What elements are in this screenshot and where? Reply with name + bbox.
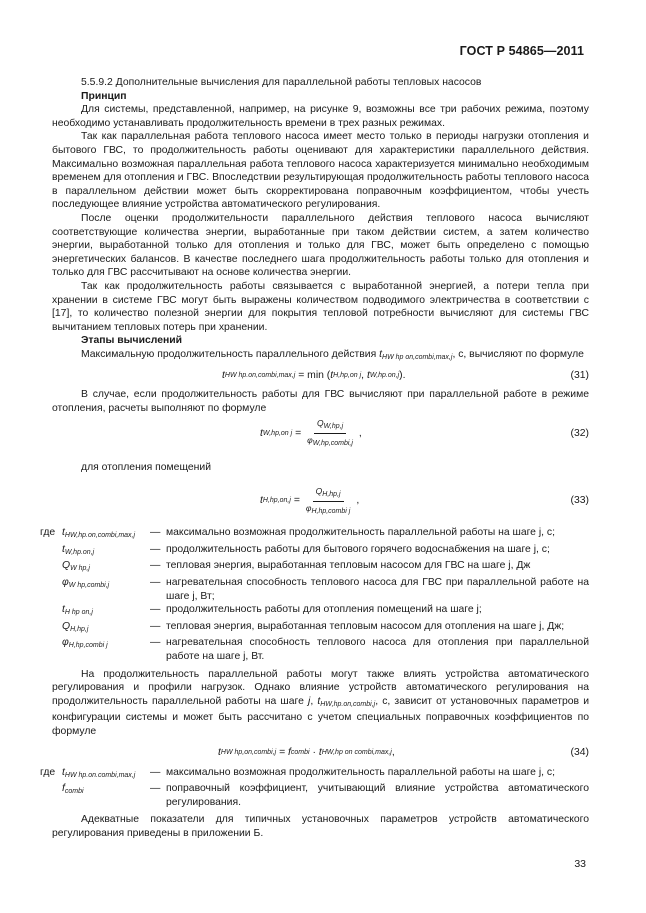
f33-den: φ [305, 502, 312, 513]
f33-fraction [303, 486, 353, 517]
def1-sub-6: H,hp,combi j [68, 642, 108, 650]
def1-text-3: нагревательная способность теплового насоса для ГВС при параллельной работе на шаге j, Вт; [166, 577, 589, 602]
influence-t-symbol: t [317, 695, 321, 707]
formula-34 [52, 745, 589, 761]
f32-num: Q [316, 418, 324, 429]
paragraph-max-duration [52, 348, 589, 365]
f32-den-sub: W,hp,combi,j [312, 440, 353, 448]
def1-dash-3: — [150, 577, 161, 589]
f34-tail: , [391, 746, 395, 758]
definition-row [40, 576, 589, 603]
f31-eq: = min ( [298, 369, 331, 381]
def2-sym-0: t [62, 766, 65, 778]
f33-tail: , [356, 495, 360, 507]
def1-sym-4: t [62, 604, 65, 616]
def2-dash-0: — [150, 766, 161, 778]
formula-34-number: (34) [570, 746, 589, 758]
paragraph-4: Так как продолжительность работы связывается с выработанной энергией, а потери тепла при хранении в системе ГВС могут быть выражены количеством подводимого электричества в соответствии с [17], то количество полезной энергии для покрытия тепловой потребности вычисляют для системы ГВС вычитанием тепловых потерь при хранении. [52, 280, 589, 333]
def1-sub-0: HW,hp.on,combi,max,j [64, 532, 136, 540]
paragraph-dhw: В случае, если продолжительность работы для ГВС вычисляют при параллельной работе в режиме отопления, расчеты выполняют по формуле [52, 389, 589, 415]
definition-row [40, 766, 589, 783]
definition-row [40, 620, 589, 637]
where-label: где [40, 766, 56, 778]
f31-t2-sub: W,hp.on,j [369, 371, 400, 379]
influence-text-a: На продолжительность параллельной работы могут также влиять устройства автоматического регулирования и профили нагрузок. Однако влияние устройств автоматического регулирования на продолжительность параллельной работы на шаге [52, 668, 589, 707]
definition-row [40, 636, 589, 663]
formula-31 [52, 367, 589, 383]
def2-sym-1: f [62, 783, 65, 795]
f31-t1-sub: H,hp,on j [333, 371, 362, 379]
def1-text-4: продолжительность работы для отопления помещений на шаге j; [166, 604, 482, 616]
f31-t1: t [330, 369, 334, 381]
f31-lhs-sub: HW hp.on,combi,max,j [224, 371, 296, 379]
def1-sym-6: φ [62, 637, 69, 649]
definition-row [40, 559, 589, 576]
def1-sub-5: H,hp,j [70, 625, 89, 633]
f33-num-sub: H,hp,j [322, 490, 341, 498]
f31-close: ). [399, 369, 406, 381]
def2-text-1: поправочный коэффициент, учитывающий влияние устройства автоматического регулирования. [166, 783, 589, 808]
definition-row [40, 782, 589, 809]
f34-dot: · [312, 746, 316, 758]
influence-t-symbol-sub: HW,hp.on,combi,j [320, 700, 376, 708]
f31-lhs: t [222, 369, 225, 381]
f33-den-sub: H,hp,combi j [311, 507, 351, 515]
def1-sym-2: Q [62, 560, 71, 572]
main-content [40, 76, 590, 841]
paragraph-2: Так как параллельная работа теплового насоса имеет место только в периоды нагрузки отопления и бытового ГВС, то продолжительность работы оценивают для характеристики параллельного действия. Максимально возможная параллельная работа теплового насоса характеризуется минимально необходимым временем для отопления и ГВС. Впоследствии результирующая продолжительность работы теплового насоса в параллельном действии может быть скорректирована поправочным коэффициентом, чтобы учесть последующее влияние устройства автоматического регулирования. [52, 131, 589, 211]
f34-eq: = f [279, 746, 291, 758]
principle-heading: Принцип [81, 90, 127, 102]
f34-t: t [318, 746, 322, 758]
page-number: 33 [574, 858, 586, 870]
def1-dash-0: — [150, 527, 161, 539]
f32-fraction [304, 418, 356, 449]
def2-sub-1: combi [64, 788, 84, 796]
def1-dash-6: — [150, 637, 161, 649]
max-duration-symbol: t [379, 348, 383, 360]
def1-text-5: тепловая энергия, выработанная тепловым насосом для отопления на шаге j, Дж; [166, 620, 565, 632]
f34-f-sub: combi [290, 748, 310, 756]
formula-32-number: (32) [570, 427, 589, 439]
def1-sym-3: φ [62, 577, 69, 589]
formula-32 [52, 417, 589, 451]
def2-dash-1: — [150, 783, 161, 795]
f33-num: Q [315, 485, 323, 496]
f34-t-sub: HW,hp on combi,max,j [321, 748, 392, 756]
document-id: ГОСТ Р 54865—2011 [459, 44, 584, 58]
def2-text-0: максимально возможная продолжительность параллельной работы на шаге j, с; [166, 766, 556, 778]
def1-dash-2: — [150, 560, 161, 572]
max-duration-text-b: , с, вычисляют по формуле [452, 348, 584, 360]
where-label: где [40, 527, 56, 539]
definition-row [40, 526, 589, 543]
def1-sub-3: W hp,combi,j [68, 582, 110, 590]
paragraph-3: После оценки продолжительности параллельного действия теплового насоса вычисляют соответствующие количества энергии, выработанные при таком действии систем, а затем количество энергии, выработанной только для отопления и только для ГВС, может быть определено с помощью энергетических балансов. В качестве последнего шага продолжительность работы только для отопления и только для ГВС рассчитывают на основе количества энергии. [52, 212, 589, 279]
f32-lhs: t [260, 427, 263, 439]
formula-33 [52, 482, 589, 520]
f32-den: φ [307, 435, 313, 446]
def1-text-2: тепловая энергия, выработанная тепловым насосом для ГВС на шаге j, Дж [166, 560, 531, 572]
def1-sym-5: Q [62, 620, 71, 632]
f31-t2: t [366, 369, 370, 381]
paragraph-final: Адекватные показатели для типичных установочных параметров устройств автоматического регулирования приведены в приложении Б. [52, 814, 589, 839]
f32-lhs-sub: W,hp,on j [262, 429, 293, 437]
formula-31-number: (31) [570, 369, 589, 381]
definition-row [40, 543, 589, 560]
def2-sub-0: HW hp.on.combi,max,j [64, 771, 136, 779]
influence-text-b: , с, зависит от установочных параметров и конфигурации системы и может быть рассчитано с учетом специальных поправочных коэффициентов по формуле [52, 695, 590, 737]
definition-row [40, 603, 589, 620]
paragraph-heating: для отопления помещений [81, 461, 212, 473]
section-title: 5.5.9.2 Дополнительные вычисления для параллельной работы тепловых насосов [81, 77, 482, 88]
def1-text-6: нагревательная способность теплового насоса для отопления при параллельной работе на шаге j, Вт. [166, 637, 589, 662]
def1-dash-4: — [150, 604, 161, 616]
definitions-list-2 [40, 766, 589, 810]
f33-lhs-sub: H,hp,on,j [262, 497, 291, 505]
def1-sym-1: t [62, 543, 65, 555]
f34-lhs: t [218, 746, 221, 758]
paragraph-1: Для системы, представленной, например, на рисунке 9, возможны все три рабочих режима, поэтому необходимо устанавливать продолжительность времени в трех разных режимах. [52, 104, 589, 129]
def1-dash-1: — [150, 543, 161, 555]
f33-lhs: t [260, 495, 263, 507]
f34-lhs-sub: HW hp,on,combi,j [220, 748, 277, 756]
f31-comma: , [361, 369, 365, 381]
f32-eq: = [295, 427, 302, 439]
max-duration-text-a: Максимальную продолжительность параллельного действия [81, 348, 377, 360]
def1-text-0: максимально возможная продолжительность параллельной работы на шаге j, с; [166, 527, 556, 539]
max-duration-symbol-sub: HW hp on,combi,max,j [382, 353, 453, 361]
f33-eq: = [293, 495, 300, 507]
f32-num-sub: W,hp,j [323, 423, 344, 431]
paragraph-influence: На продолжительность параллельной работы могут также влиять устройства автоматического регулирования и профили нагрузок. Однако влияние устройств автоматического регулирования на продолжительность параллельной работы на шаге j, $t_{HW,hp.on,combi,j}$, с, зависит от установочных параметров и конфигурации системы и может быть рассчитано с учетом специальных поправочных коэффициентов по формуле [52, 668, 590, 737]
definitions-list-1 [40, 526, 589, 663]
def1-sub-1: W,hp.on,j [64, 548, 95, 556]
def1-sub-2: W hp,j [70, 565, 90, 573]
formula-33-number: (33) [570, 495, 589, 507]
def1-sym-0: t [62, 527, 65, 539]
influence-step-symbol: j [308, 695, 311, 707]
def1-text-1: продолжительность работы для бытового горячего водоснабжения на шаге j, с; [166, 543, 550, 555]
f32-tail: , [358, 427, 362, 439]
steps-heading: Этапы вычислений [81, 335, 183, 347]
def1-sub-4: H hp on,j [64, 609, 93, 617]
def1-dash-5: — [150, 620, 161, 632]
